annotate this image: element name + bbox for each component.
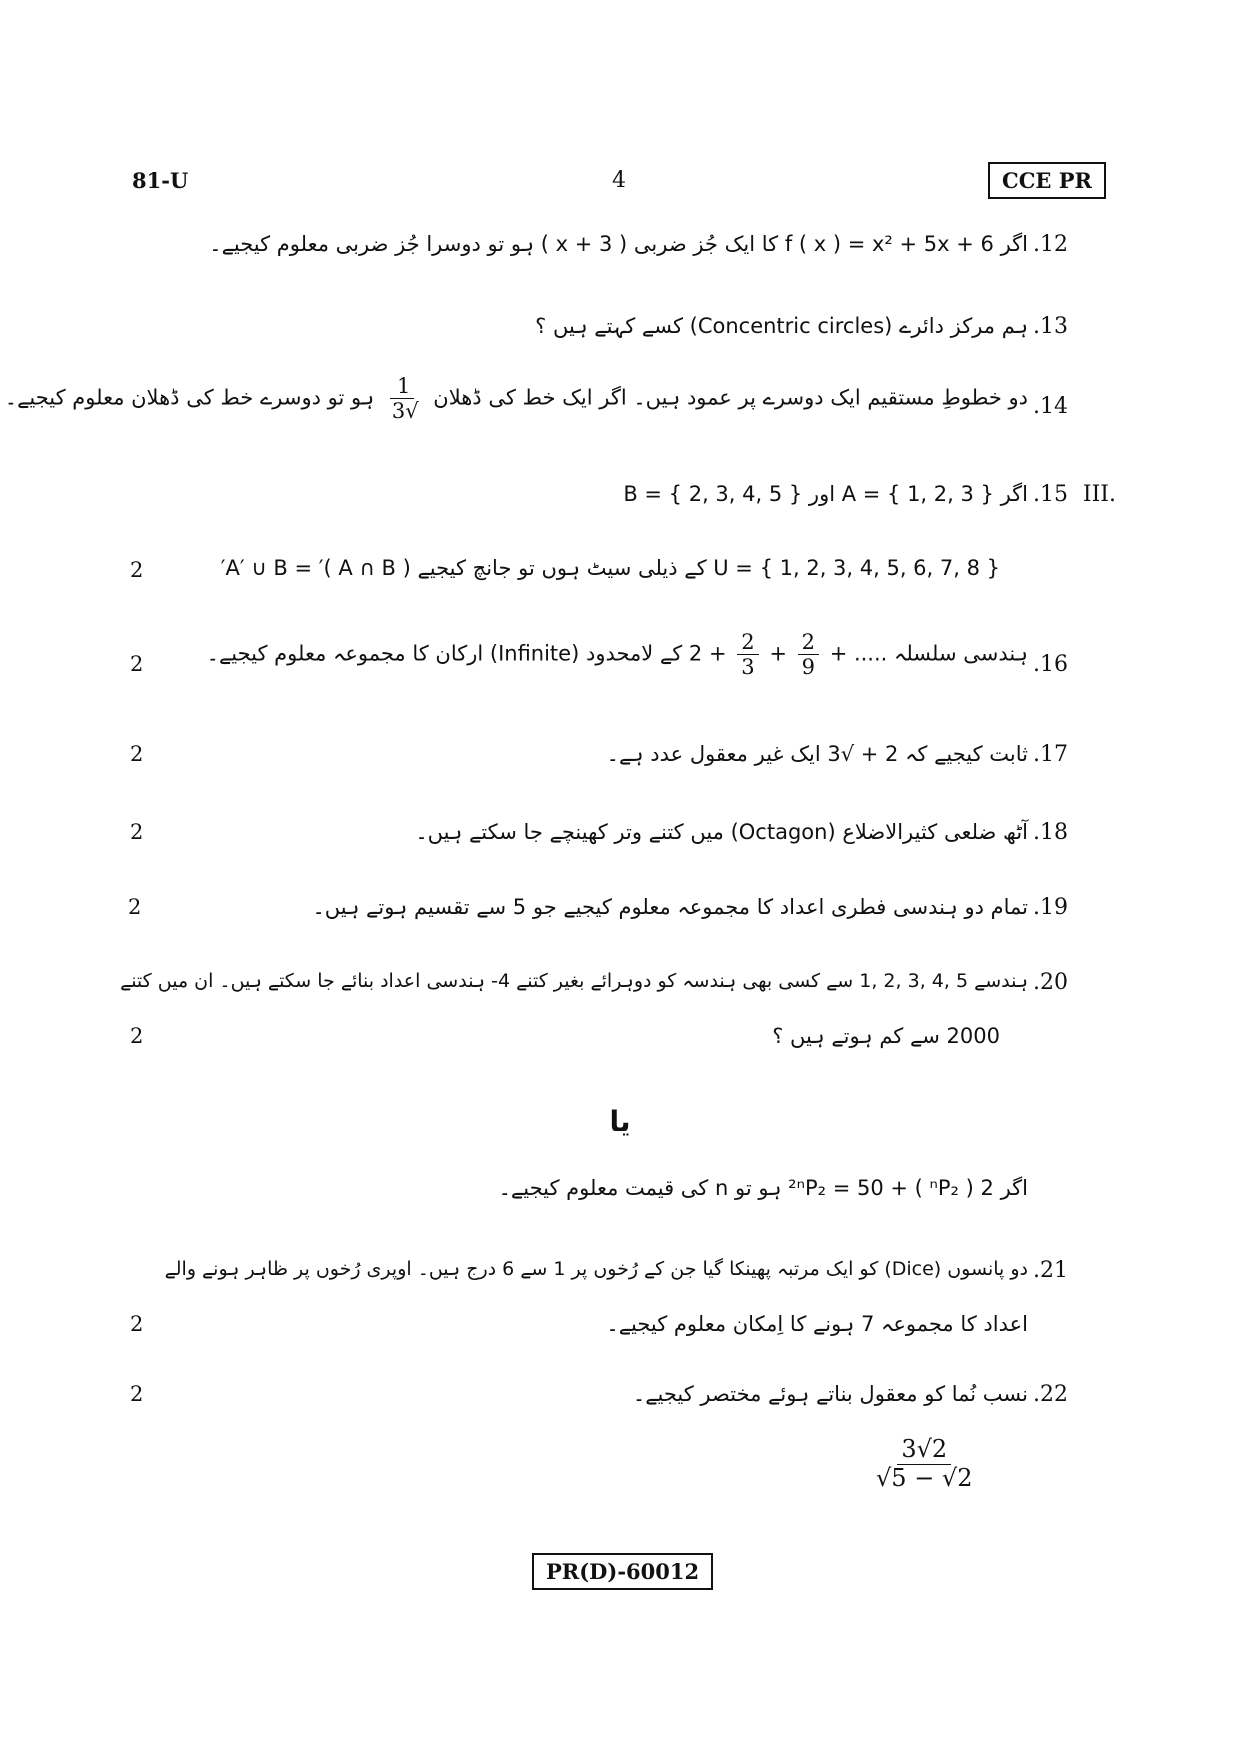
question-number: .18: [1033, 820, 1068, 845]
section-label: III.: [1082, 482, 1116, 507]
question-number: .16: [1033, 652, 1068, 677]
paper-code: 81-U: [132, 168, 189, 193]
question-text: تمام دو ہندسی فطری اعداد کا مجموعہ معلوم کیجیے جو 5 سے تقسیم ہوتے ہیں۔: [312, 895, 1028, 919]
question-text-part: دو خطوطِ مستقیم ایک دوسرے پر عمود ہیں۔ اگر ایک خط کی ڈھلان: [433, 385, 1028, 410]
term-fraction: [737, 630, 758, 679]
question-text-part: ہندسی سلسلہ ..... +: [829, 641, 1028, 666]
question-text: اگر ²ⁿP₂ = 50 + ( ⁿP₂ ) 2 ہو تو n کی قیمت معلوم کیجیے۔: [498, 1176, 1028, 1200]
page-number: 4: [612, 168, 626, 193]
question-text: نسب نُما کو معقول بناتے ہوئے مختصر کیجیے۔: [632, 1382, 1028, 1406]
radicand: 3: [391, 399, 406, 424]
question-text-part: + 2 کے لامحدود (Infinite) ارکان کا مجموعہ معلوم کیجیے۔: [206, 641, 727, 666]
fraction-numerator: 2: [798, 630, 819, 655]
marks: 2: [130, 1024, 144, 1048]
marks: 2: [130, 1382, 144, 1406]
question-text-part: ہو تو دوسرے خط کی ڈھلان معلوم کیجیے۔: [4, 385, 375, 410]
question-text: [5, 374, 1028, 423]
marks: 2: [130, 652, 144, 676]
fraction-numerator: 1: [393, 374, 414, 399]
question-text: ہندسے 5 ,4 ,3 ,2 ,1 سے کسی بھی ہندسہ کو دوہرائے بغیر کتنے 4- ہندسی اعداد بنائے جا سکتے ہیں۔ ان میں کتنے: [120, 970, 1028, 992]
question-text: [207, 630, 1028, 679]
fraction-numerator: 2: [737, 630, 758, 655]
marks: 2: [130, 742, 144, 766]
question-text: دو پانسوں (Dice) کو ایک مرتبہ پھینکا گیا جن کے رُخوں پر 1 سے 6 درج ہیں۔ اوپری رُخوں پر ظاہر ہونے والے: [164, 1258, 1028, 1280]
fraction-denominator: √3: [391, 399, 419, 424]
or-separator: یا: [609, 1105, 631, 1138]
question-text: اگر A = { 1, 2, 3 } اور B = { 2, 3, 4, 5 }: [623, 482, 1028, 506]
plus-sign: +: [769, 641, 787, 666]
question-number: .15: [1033, 482, 1068, 507]
question-number: .20: [1033, 970, 1068, 995]
term-fraction: [798, 630, 819, 679]
question-number: .22: [1033, 1382, 1068, 1407]
question-number: .21: [1033, 1258, 1068, 1283]
fraction-denominator: 3: [741, 655, 755, 680]
marks: 2: [130, 558, 144, 582]
footer-code: PR(D)-60012: [532, 1553, 713, 1590]
fraction-denominator: 9: [801, 655, 815, 680]
question-text-line2: U = { 1, 2, 3, 4, 5, 6, 7, 8 } کے ذیلی سیٹ ہوں تو جانچ کیجیے ( A ∩ B )′ = A′ ∪ B′: [220, 556, 1000, 580]
marks: 2: [130, 820, 144, 844]
expression-fraction: [872, 1436, 977, 1492]
question-text: آٹھ ضلعی کثیرالاضلاع (Octagon) میں کتنے وتر کھینچے جا سکتے ہیں۔: [415, 820, 1028, 844]
slope-fraction: [385, 374, 423, 423]
subject-code-box: CCE PR: [988, 162, 1106, 199]
question-text-line2: اعداد کا مجموعہ 7 ہونے کا اِمکان معلوم کیجیے۔: [606, 1312, 1028, 1336]
question-text-line2: 2000 سے کم ہوتے ہیں ؟: [772, 1024, 1000, 1048]
question-text: ثابت کیجیے کہ 2 + √3 ایک غیر معقول عدد ہے۔: [606, 742, 1028, 766]
marks: 2: [130, 1312, 144, 1336]
question-number: .13: [1033, 314, 1068, 339]
question-number: .17: [1033, 742, 1068, 767]
question-number: .12: [1033, 232, 1068, 257]
question-text: ہم مرکز دائرے (Concentric circles) کسے کہتے ہیں ؟: [535, 314, 1028, 338]
fraction-numerator: 3√2: [897, 1436, 951, 1465]
fraction-denominator: √5 − √2: [876, 1463, 973, 1492]
question-text: اگر f ( x ) = x² + 5x + 6 کا ایک جُز ضربی ( x + 3 ) ہو تو دوسرا جُز ضربی معلوم کیجیے۔: [209, 232, 1028, 256]
marks: 2: [128, 895, 142, 919]
question-number: .14: [1033, 394, 1068, 419]
question-number: .19: [1033, 895, 1068, 920]
